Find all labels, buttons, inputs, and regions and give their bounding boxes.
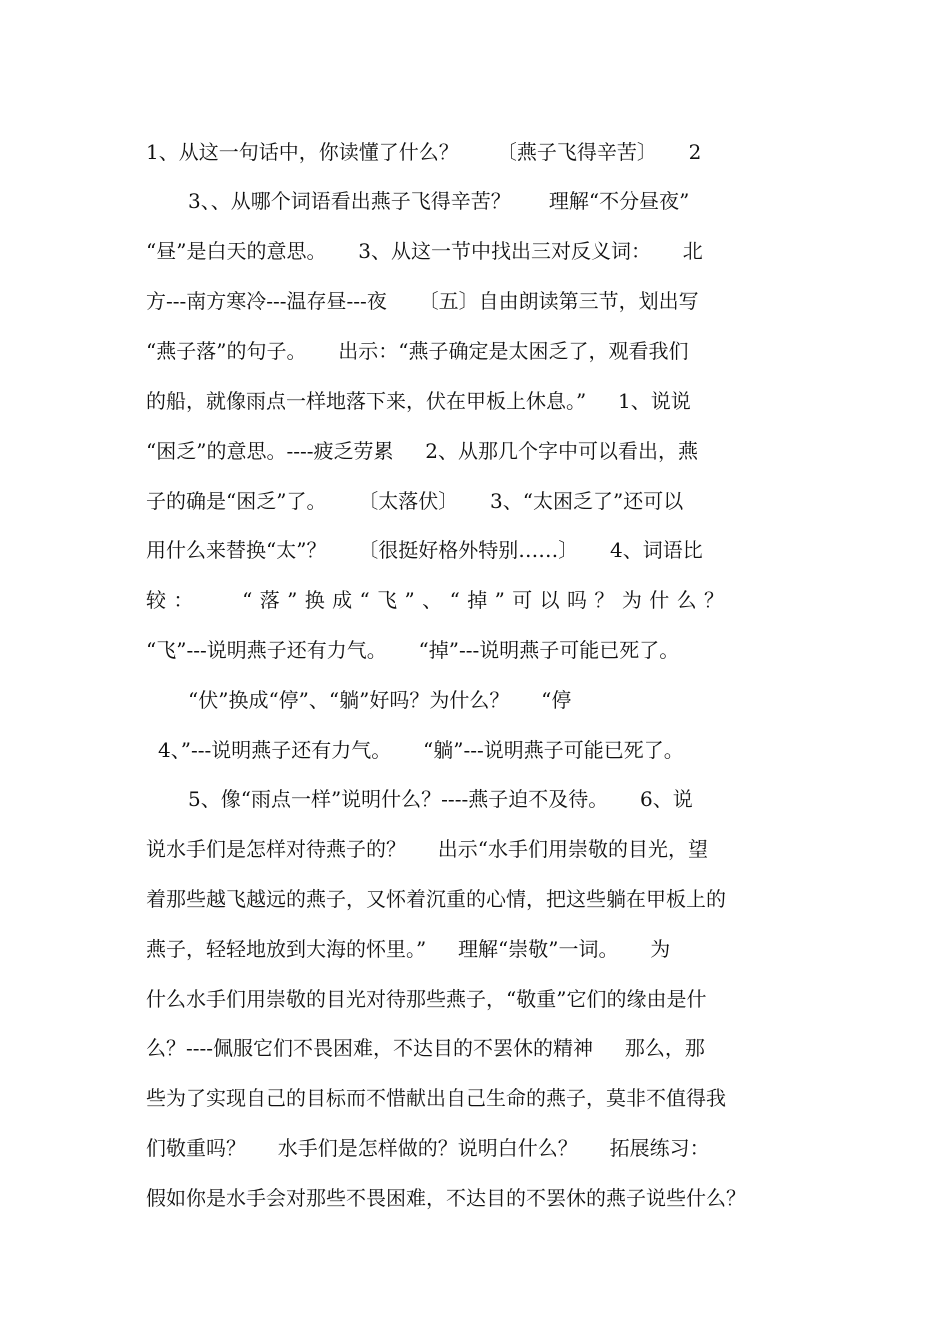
- text-line-11: “飞”---说明燕子还有力气。 “掉”---说明燕子可能已死了。: [146, 638, 680, 662]
- text-line-9: 用什么来替换“太”？ 〔很挺好格外特别……〕 4、词语比: [146, 538, 703, 562]
- text-line-7: “困乏”的意思。----疲乏劳累 2、从那几个字中可以看出，燕: [146, 439, 698, 463]
- text-line-17: 燕子，轻轻地放到大海的怀里。” 理解“崇敬”一词。 为: [146, 937, 671, 961]
- text-line-13: 4、”---说明燕子还有力气。 “躺”---说明燕子可能已死了。: [158, 738, 684, 762]
- text-line-16: 着那些越飞越远的燕子，又怀着沉重的心情，把这些躺在甲板上的: [146, 887, 726, 911]
- text-line-4: 方---南方寒冷---温存昼---夜 〔五〕自由朗读第三节，划出写: [146, 289, 699, 313]
- text-line-19: 么？----佩服它们不畏困难，不达目的不罢休的精神 那么，那: [146, 1036, 705, 1060]
- text-line-6: 的船，就像雨点一样地落下来，伏在甲板上休息。” 1、说说: [146, 389, 691, 413]
- text-line-21: 们敬重吗？ 水手们是怎样做的？说明白什么？ 拓展练习：: [146, 1136, 710, 1160]
- text-line-1: 1、从这一句话中，你读懂了什么？ 〔燕子飞得辛苦〕 2: [146, 140, 702, 164]
- text-line-3: “昼”是白天的意思。 3、从这一节中找出三对反义词： 北: [146, 239, 703, 263]
- text-line-20: 些为了实现自己的目标而不惜献出自己生命的燕子，莫非不值得我: [146, 1086, 726, 1110]
- text-line-15: 说水手们是怎样对待燕子的？ 出示“水手们用崇敬的目光，望: [146, 837, 709, 861]
- text-line-22: 假如你是水手会对那些不畏困难，不达目的不罢休的燕子说些什么？: [146, 1186, 746, 1210]
- text-line-12: “伏”换成“停”、“躺”好吗？为什么？ “停: [188, 688, 572, 712]
- text-line-5: “燕子落”的句子。 出示：“燕子确定是太困乏了，观看我们: [146, 339, 689, 363]
- text-line-2: 3、、从哪个词语看出燕子飞得辛苦？ 理解“不分昼夜”: [188, 189, 690, 213]
- text-line-18: 什么水手们用崇敬的目光对待那些燕子，“敬重”它们的缘由是什: [146, 987, 707, 1011]
- text-line-8: 子的确是“困乏”了。 〔太落伏〕 3、“太困乏了”还可以: [146, 489, 684, 513]
- text-line-10: 较： “落”换成“飞”、“掉”可以吗？为什么？: [146, 588, 732, 612]
- text-line-14: 5、像“雨点一样”说明什么？----燕子迫不及待。 6、说: [188, 787, 693, 811]
